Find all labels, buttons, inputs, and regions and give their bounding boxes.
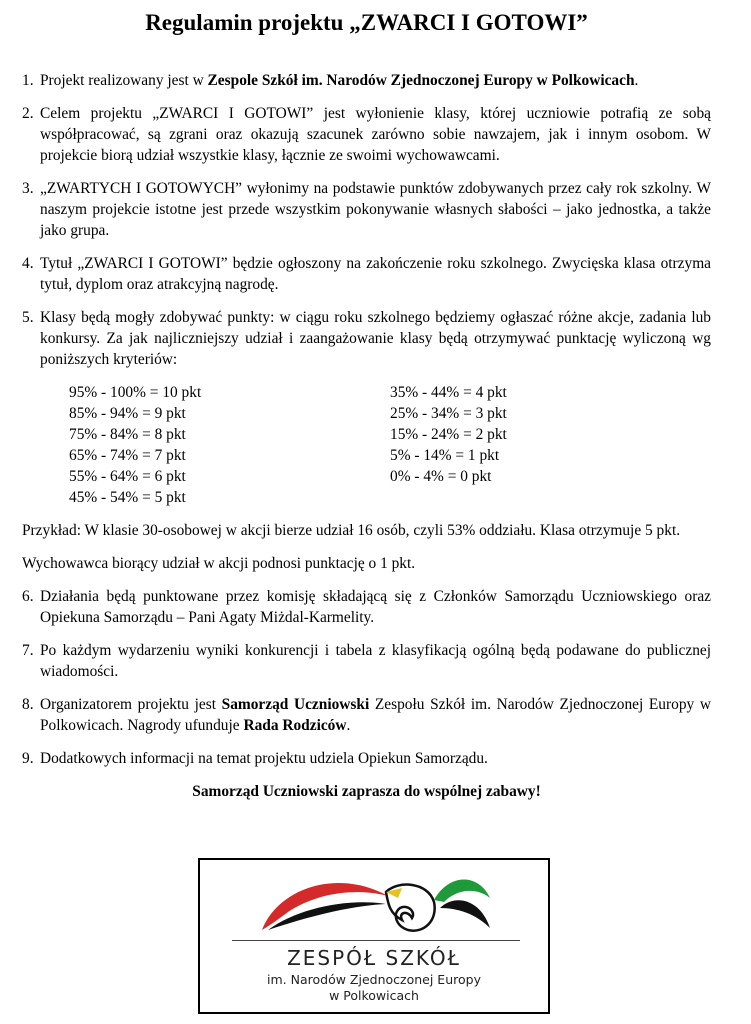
rule-item-4 (22, 253, 711, 295)
school-logo (198, 858, 550, 1014)
document-title: Regulamin projektu „ZWARCI I GOTOWI” (145, 10, 588, 35)
rule-text: Tytuł „ZWARCI I GOTOWI” będzie ogłoszony na zakończenie roku szkolnego. Zwycięska klasa otrzyma tytuł, dyplom oraz atrakcyjną nagrodę. (40, 255, 711, 293)
criteria-entry: 75% - 84% = 8 pkt (69, 426, 186, 443)
rule-item-6 (22, 586, 711, 628)
rule-number: 9. (22, 750, 34, 767)
document-page (22, 8, 711, 802)
criteria-entry: 25% - 34% = 3 pkt (390, 405, 507, 422)
rule-text: Działania będą punktowane przez komisję składającą się z Członków Samorządu Uczniowskiego oraz Opiekuna Samorządu – Pani Agaty Miżdal-Karmelity. (40, 588, 711, 626)
rule-item-7 (22, 640, 711, 682)
criteria-entry: 15% - 24% = 2 pkt (390, 426, 507, 443)
criteria-column-right (390, 382, 711, 508)
criteria-entry: 45% - 54% = 5 pkt (69, 489, 186, 506)
criteria-column-left (69, 382, 390, 508)
rule-text-part: . (346, 717, 351, 734)
scoring-criteria (22, 382, 711, 508)
logo-subtitle-line1: im. Narodów Zjednoczonej Europy (267, 972, 481, 987)
criteria-entry: 85% - 94% = 9 pkt (69, 405, 186, 422)
rule-number: 5. (22, 309, 34, 326)
rule-text: „ZWARTYCH I GOTOWYCH” wyłonimy na podstawie punktów zdobywanych przez cały rok szkolny. W naszym projekcie istotne jest przede wszystkim pokonywanie własnych słabości – jako jednostka, a także jako grupa. (40, 180, 711, 239)
rule-text (40, 694, 711, 736)
criteria-entry: 95% - 100% = 10 pkt (69, 384, 202, 401)
rule-number: 1. (22, 72, 34, 89)
logo-divider (232, 940, 520, 941)
eagle-emblem-icon (258, 868, 494, 938)
criteria-entry: 0% - 4% = 0 pkt (390, 468, 492, 485)
criteria-entry: 5% - 14% = 1 pkt (390, 447, 500, 464)
rule-item-5 (22, 307, 711, 370)
example-paragraph: Przykład: W klasie 30-osobowej w akcji bierze udział 16 osób, czyli 53% oddziału. Klasa otrzymuje 5 pkt. (22, 522, 681, 539)
rule-item-3 (22, 178, 711, 241)
rule-number: 8. (22, 696, 34, 713)
rule-number: 4. (22, 255, 34, 272)
rule-number: 7. (22, 642, 34, 659)
rule-text: Klasy będą mogły zdobywać punkty: w ciągu roku szkolnego będziemy ogłaszać różne akcje, zadania lub konkursy. Za jak najliczniejszy udział i zaangażowanie klasy będą otrzymywać punktację wyliczoną wg poniższych kryteriów: (40, 309, 711, 368)
criteria-entry: 35% - 44% = 4 pkt (390, 384, 507, 401)
sponsor-bold: Rada Rodziców (243, 717, 347, 734)
rule-text-part: Projekt realizowany jest w (40, 72, 208, 89)
rule-text: Celem projektu „ZWARCI I GOTOWI” jest wyłonienie klasy, której uczniowie potrafią ze sobą współpracować, są zgrani oraz okazują szacunek zarówno sobie nawzajem, jak i innym osobom. W projekcie biorą udział wszystkie klasy, łącznie ze swoimi wychowawcami. (40, 105, 711, 164)
school-name-bold: Zespole Szkół im. Narodów Zjednoczonej Europy w Polkowicach (207, 72, 635, 89)
black-wing-icon (440, 900, 490, 928)
rule-number: 6. (22, 588, 34, 605)
rule-text: Dodatkowych informacji na temat projektu udziela Opiekun Samorządu. (40, 750, 488, 767)
logo-subtitle-line2: w Polkowicach (329, 988, 419, 1003)
rule-text-part: Zespołu Szkół im. Narodów Zjednoczonej Europy w Polkowicach. Nagrody ufunduje (40, 696, 711, 734)
closing-invitation: Samorząd Uczniowski zaprasza do wspólnej zabawy! (192, 783, 541, 800)
rule-text (40, 70, 711, 91)
rule-text-part: Organizatorem projektu jest (40, 696, 222, 713)
rule-number: 3. (22, 180, 34, 197)
criteria-entry: 65% - 74% = 7 pkt (69, 447, 186, 464)
tutor-note: Wychowawca biorący udział w akcji podnosi punktację o 1 pkt. (22, 555, 416, 572)
rule-item-9 (22, 748, 711, 769)
rule-text-part: . (634, 72, 639, 89)
logo-school-name: ZESPÓŁ SZKÓŁ (287, 946, 461, 970)
rule-item-1 (22, 70, 711, 91)
rule-text: Po każdym wydarzeniu wyniki konkurencji i tabela z klasyfikacją ogólną będą podawane do publicznej wiadomości. (40, 642, 711, 680)
criteria-entry: 55% - 64% = 6 pkt (69, 468, 186, 485)
rule-item-2 (22, 103, 711, 166)
rule-number: 2. (22, 105, 34, 122)
rule-item-8 (22, 694, 711, 736)
organizer-bold: Samorząd Uczniowski (221, 696, 370, 713)
green-wing-icon (434, 879, 490, 902)
